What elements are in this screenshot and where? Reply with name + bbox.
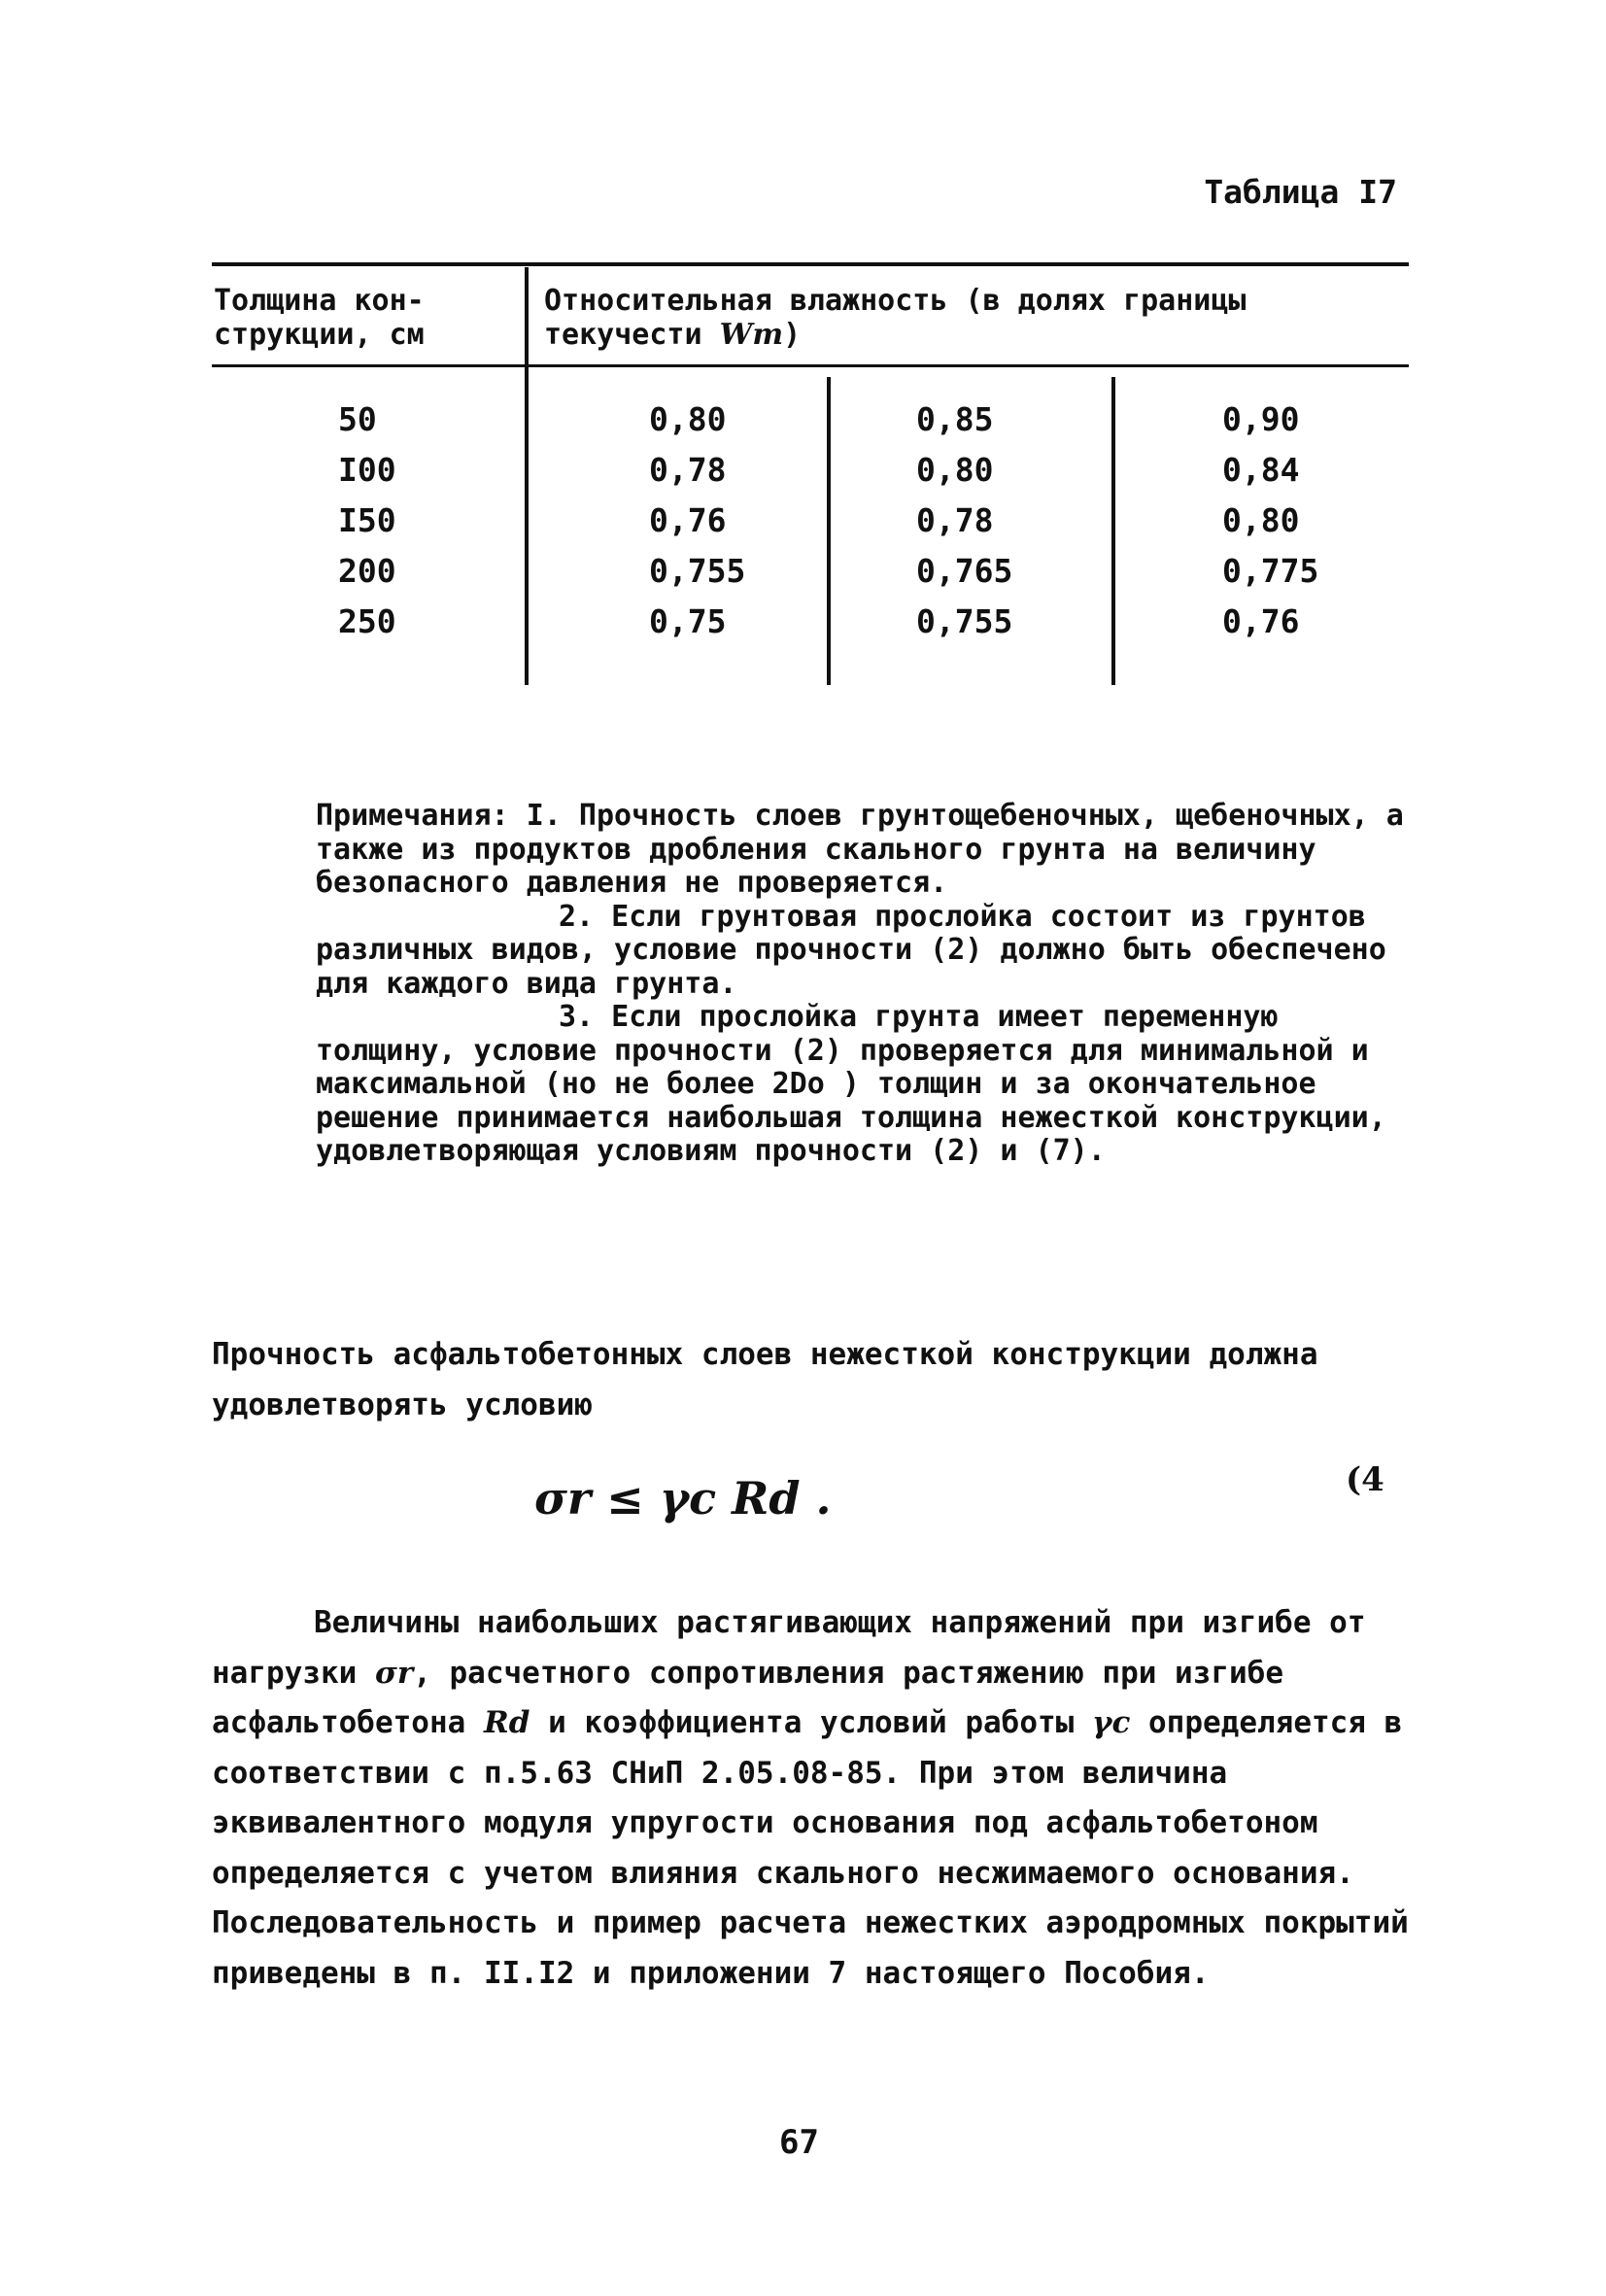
stress-text: , расчетного сопротивления растяжению при изгибе асфальтобетона [212, 1655, 1284, 1740]
cell-thickness: I50 [338, 501, 396, 539]
cell-thickness: 200 [338, 552, 396, 590]
wt-symbol: Wт [719, 318, 784, 352]
cell-value: 0,78 [916, 501, 994, 539]
table-header-rule [212, 364, 1409, 367]
stress-text: Величины наибольших растягивающих напряжений при изгибе от нагрузки [212, 1605, 1366, 1691]
rd-symbol: Rd [483, 1705, 530, 1740]
header-moisture-text: Относительная влажность (в долях границы текучести [544, 284, 1247, 352]
cell-value: 0,80 [916, 451, 994, 489]
cell-value: 0,80 [649, 400, 727, 438]
moisture-table [212, 262, 1409, 690]
header-moisture [544, 284, 1399, 352]
table-row [212, 451, 1409, 501]
cell-value: 0,85 [916, 400, 994, 438]
table-row [212, 400, 1409, 451]
cell-value: 0,765 [916, 552, 1013, 590]
table-row [212, 552, 1409, 602]
cell-value: 0,78 [649, 451, 727, 489]
table-row [212, 501, 1409, 552]
table-notes [316, 800, 1414, 1169]
cell-value: 0,75 [649, 602, 727, 640]
formula-number: (4 [1346, 1460, 1384, 1499]
cell-thickness: 250 [338, 602, 396, 640]
cell-thickness: 50 [338, 400, 377, 438]
header-moisture-close: ) [783, 318, 802, 352]
cell-value: 0,76 [649, 501, 727, 539]
gamma-symbol: γc [1092, 1705, 1131, 1740]
cell-value: 0,755 [649, 552, 746, 590]
cell-value: 0,76 [1222, 602, 1300, 640]
cell-thickness: I00 [338, 451, 396, 489]
stress-text: определяется в соответствии с п.5.63 СНиП 2.05.08-85. При этом величина эквивалентного модуля упругости основания под асфальтобетоном определяется с учетом влияния скального несжимаемого основания. Последовательность и пример расчета нежестких аэродромных покрытий приведены в п. II.I2 и приложении 7 настоящего Пособия. [212, 1705, 1409, 1991]
page-number: 67 [779, 2123, 819, 2162]
strength-formula: σr ≤ γc Rd . [534, 1472, 832, 1525]
sigma-symbol: σr [374, 1655, 414, 1691]
table-top-rule [212, 262, 1409, 266]
table-row [212, 602, 1409, 653]
cell-value: 0,90 [1222, 400, 1300, 438]
note-1: Примечания: I. Прочность слоев грунтощебеночных, щебеночных, а также из продуктов дробления скального грунта на величину безопасного давления не проверяется. [316, 799, 1404, 900]
cell-value: 0,84 [1222, 451, 1300, 489]
stress-paragraph [212, 1598, 1417, 1999]
cell-value: 0,755 [916, 602, 1013, 640]
stress-text: и коэффициента условий работы [530, 1705, 1092, 1740]
cell-value: 0,80 [1222, 501, 1300, 539]
header-thickness: Толщина кон- струкции, см [214, 284, 425, 352]
note-2: 2. Если грунтовая прослойка состоит из грунтов различных видов, условие прочности (2) должно быть обеспечено для каждого вида грунта. [316, 899, 1386, 1001]
strength-paragraph: Прочность асфальтобетонных слоев нежесткой конструкции должна удовлетворять условию [212, 1337, 1318, 1422]
table-caption: Таблица I7 [1204, 173, 1397, 211]
note-3: 3. Если прослойка грунта имеет переменную толщину, условие прочности (2) проверяется для минимальной и максимальной (но не более 2Dо ) толщин и за окончательное решение принимается наибольшая толщина нежесткой конструкции, удовлетворяющая условиям прочности (2) и (7). [316, 1000, 1386, 1168]
cell-value: 0,775 [1222, 552, 1319, 590]
